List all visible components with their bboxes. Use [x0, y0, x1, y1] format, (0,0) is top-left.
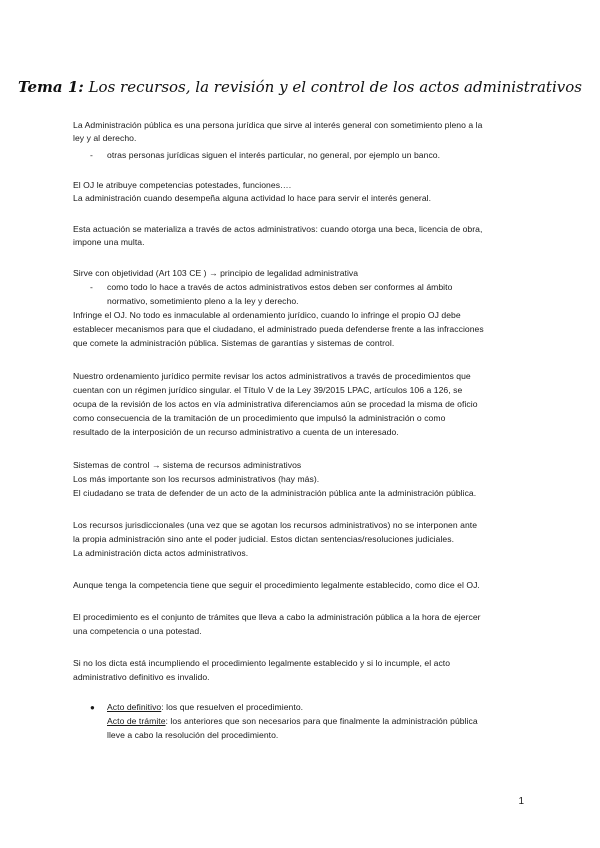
title-prefix: Tema 1: — [18, 78, 84, 96]
list-item: normativo, sometimiento pleno a la ley y derecho. — [107, 296, 299, 306]
list-item-acto-tramite — [107, 716, 478, 727]
list-item-acto-definitivo — [107, 702, 303, 713]
term-acto-tramite: Acto de trámite — [107, 716, 166, 726]
paragraph-line: establecer mecanismos para que el ciudadano, el administrado pueda defenderse frente a las infracciones — [73, 324, 484, 334]
paragraph-line: cuentan con un régimen jurídico singular. el Título V de la Ley 39/2015 LPAC, artículos 106 a 126, se — [73, 385, 463, 395]
page-title — [0, 78, 600, 96]
title-rest: Los recursos, la revisión y el control de los actos administrativos — [83, 78, 582, 96]
dash-marker: - — [90, 282, 93, 292]
paragraph-line: Esta actuación se materializa a través de actos administrativos: cuando otorga una beca, licencia de obra, — [73, 224, 483, 234]
paragraph-line: Infringe el OJ. No todo es inmaculable al ordenamiento jurídico, cuando lo infringe el propio OJ debe — [73, 310, 461, 320]
paragraph-line: la propia administración sino ante el poder judicial. Estos dictan sentencias/resoluciones judiciales. — [73, 534, 455, 544]
paragraph-line: El OJ le atribuye competencias potestades, funciones…. — [73, 180, 292, 190]
paragraph-line: La administración cuando desempeña alguna actividad lo hace para servir el interés general. — [73, 193, 432, 203]
paragraph-line: administrativo definitivo es invalido. — [73, 672, 210, 682]
paragraph-line: resultado de la interposición de un recurso administrativo a cuenta de un interesado. — [73, 427, 399, 437]
dash-marker: - — [90, 150, 93, 160]
paragraph-line: El ciudadano se trata de defender de un acto de la administración pública ante la administración pública. — [73, 488, 477, 498]
paragraph-line: La Administración pública es una persona jurídica que sirve al interés general con sometimiento pleno a la — [73, 120, 483, 130]
paragraph-line: Sirve con objetividad (Art 103 CE ) → principio de legalidad administrativa — [73, 268, 359, 278]
page-number: 1 — [518, 796, 524, 807]
paragraph-line: impone una multa. — [73, 237, 145, 247]
paragraph-line: Sistemas de control → sistema de recursos administrativos — [73, 460, 302, 470]
list-item: como todo lo hace a través de actos administrativos estos deben ser conformes al ámbito — [107, 282, 453, 292]
bullet-marker: ● — [90, 703, 95, 712]
paragraph-line: ocupa de la revisión de los actos en vía administrativa diferenciamos aún se procedad la misma de oficio — [73, 399, 478, 409]
definition-text: : los anteriores que son necesarios para que finalmente la administración pública — [165, 716, 478, 726]
paragraph-line: La administración dicta actos administrativos. — [73, 548, 249, 558]
list-item: otras personas jurídicas siguen el interés particular, no general, por ejemplo un banco. — [107, 150, 441, 160]
paragraph-line: una competencia o una potestad. — [73, 626, 202, 636]
paragraph-line: Nuestro ordenamiento jurídico permite revisar los actos administrativos a través de procedimientos que — [73, 371, 471, 381]
paragraph-line: ley y al derecho. — [73, 133, 137, 143]
paragraph-line: Aunque tenga la competencia tiene que seguir el procedimiento legalmente establecido, como dice el OJ. — [73, 580, 480, 590]
term-acto-definitivo: Acto definitivo — [107, 702, 162, 712]
paragraph-line: Los más importante son los recursos administrativos (hay más). — [73, 474, 320, 484]
list-item: lleve a cabo la resolución del procedimiento. — [107, 730, 279, 740]
paragraph-line: Los recursos jurisdiccionales (una vez que se agotan los recursos administrativos) no se interponen ante — [73, 520, 478, 530]
paragraph-line: que comete la administración pública. Sistemas de garantías y sistemas de control. — [73, 338, 395, 348]
definition-text: : los que resuelven el procedimiento. — [161, 702, 304, 712]
paragraph-line: Si no los dicta está incumpliendo el procedimiento legalmente establecido y si lo incumple, el acto — [73, 658, 451, 668]
paragraph-line: El procedimiento es el conjunto de trámites que lleva a cabo la administración pública a la hora de ejercer — [73, 612, 481, 622]
paragraph-line: como consecuencia de la tramitación de un procedimiento que impulsó la administración o como — [73, 413, 446, 423]
